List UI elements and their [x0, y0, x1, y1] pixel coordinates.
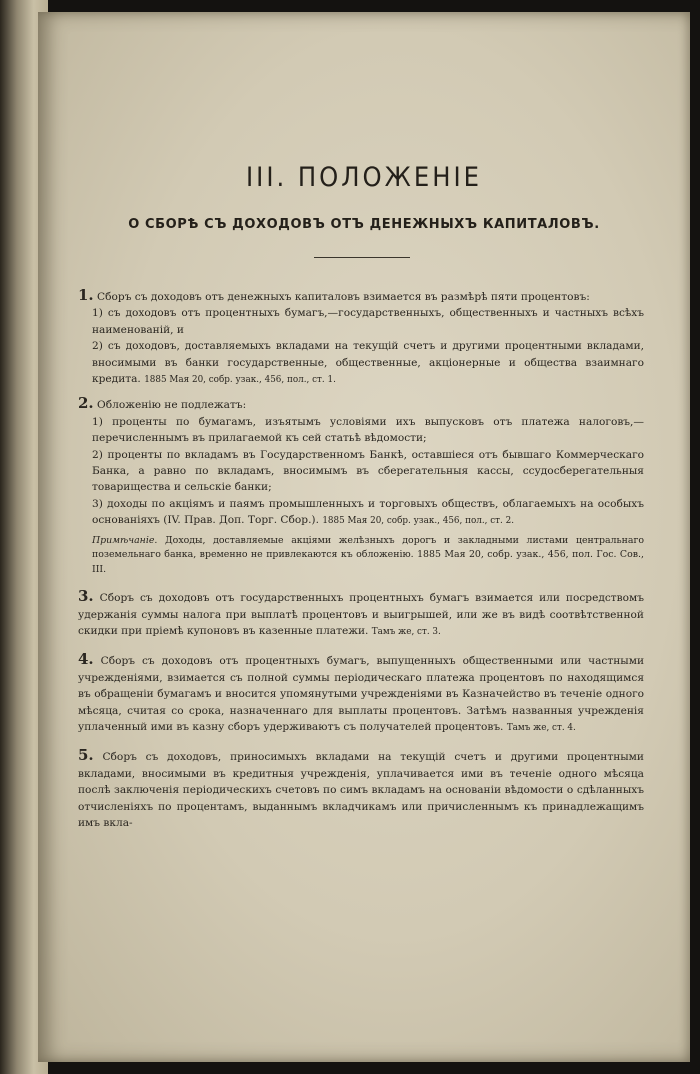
section-4-paragraph [78, 651, 644, 736]
section-1-paragraph [78, 287, 644, 305]
section-5-paragraph [78, 747, 644, 831]
section-1-item-2 [78, 338, 644, 388]
section-4-reference: Тамъ же, ст. 4. [506, 723, 576, 734]
section-4-text: Сборъ съ доходовъ отъ процентныхъ бумагъ, выпущенныхъ общественными или частными учрежденіями, взимается съ полной суммы періодическаго платежа процентовъ по находящимся въ обращеніи бумагамъ и вносится упомянутыми учрежденіями въ Казначейство въ теченіе одного мѣсяца, считая со срока, назначеннаго для выплаты процентовъ. Затѣмъ названныя учрежденія уплаченный ими въ казну сборъ удерживаютъ съ получателей процентовъ. [78, 655, 645, 734]
section-4 [78, 651, 644, 736]
section-1-text: Сборъ съ доходовъ отъ денежныхъ капиталовъ взимается въ размѣрѣ пяти процентовъ: [97, 291, 590, 303]
document-title: III. ПОЛОЖЕНІЕ [246, 162, 482, 193]
section-3 [78, 588, 644, 640]
section-5-number: 5. [78, 746, 94, 765]
section-1-reference: 1885 Мая 20, собр. узак., 456, пол., ст. 1. [144, 375, 336, 386]
section-2-item-3-text: 3) доходы по акціямъ и паямъ промышленныхъ и торговыхъ обществъ, облагаемыхъ на особыхъ основаніяхъ (IV. Прав. Доп. Торг. Сбор.). [92, 497, 644, 527]
section-2-text: Обложенію не подлежатъ: [97, 399, 247, 412]
book-page [38, 12, 690, 1062]
title-divider [314, 257, 410, 258]
section-1-number: 1. [78, 286, 94, 304]
section-2-note [92, 534, 644, 578]
section-2-item-3 [78, 496, 644, 530]
section-2-reference: 1885 Мая 20, собр. узак., 456, пол., ст. 2. [322, 516, 515, 527]
section-3-text: Сборъ съ доходовъ отъ государственныхъ процентныхъ бумагъ взимается или посредствомъ удержанія суммы налога при выплатѣ процентовъ и выигрышей, или же въ видѣ соотвѣтственной скидки при пріемѣ купоновъ въ казенные платежи. [78, 592, 644, 637]
section-1-item-1: 1) съ доходовъ отъ процентныхъ бумагъ,—государственныхъ, общественныхъ и частныхъ всѣхъ наименованій, и [92, 307, 644, 336]
section-2-item-1: 1) проценты по бумагамъ, изъятымъ условіями ихъ выпусковъ отъ платежа налоговъ,—перечисленнымъ въ прилагаемой къ сей статьѣ вѣдомости; [92, 415, 644, 445]
document-body [78, 280, 644, 831]
section-3-paragraph [78, 588, 644, 640]
section-1-item-2-text: 2) съ доходовъ, доставляемыхъ вкладами на текущій счетъ и другими процентными вкладами, вносимыми въ банки государственные, общественные, акціонерные и общества взаимнаго кредита. [92, 340, 644, 386]
section-3-number: 3. [78, 587, 94, 606]
section-2-item-2: 2) проценты по вкладамъ въ Государственномъ Банкѣ, оставшіеся отъ бывшаго Коммерческаго Банка, а равно по вкладамъ, вносимымъ въ сберегательныя кассы, ссудосберегательныя товарищества и сельскіе банки; [92, 448, 644, 494]
section-3-reference: Тамъ же, ст. 3. [371, 627, 441, 637]
section-2-note-text: Доходы, доставляемые акціями желѣзныхъ дорогъ и закладными листами центральнаго поземельнаго банка, временно не привлекаются къ обложенію. 1885 Мая 20, собр. узак., 456, пол. Гос. Сов., III. [92, 534, 645, 575]
section-1 [78, 287, 644, 388]
section-2-paragraph [78, 395, 644, 413]
section-5-text: Сборъ съ доходовъ, приносимыхъ вкладами на текущій счетъ и другими процентными вкладами, вносимыми въ кредитныя учрежденія, уплачивается ими въ теченіе одного мѣсяца послѣ заключенія періодическихъ счетовъ по симъ вкладамъ на основаніи вѣдомости о сдѣланныхъ отчисленіяхъ по процентамъ, выданнымъ вкладчикамъ или причисленнымъ къ принадлежащимъ имъ вкла- [78, 751, 644, 830]
section-2 [78, 395, 644, 577]
section-5 [78, 747, 644, 831]
document-subtitle: О СБОРѢ СЪ ДОХОДОВЪ ОТЪ ДЕНЕЖНЫХЪ КАПИТАЛОВЪ. [128, 217, 600, 232]
section-2-number: 2. [78, 394, 94, 413]
section-4-number: 4. [78, 650, 94, 669]
section-2-note-label: Примѣчаніе. [92, 534, 158, 546]
